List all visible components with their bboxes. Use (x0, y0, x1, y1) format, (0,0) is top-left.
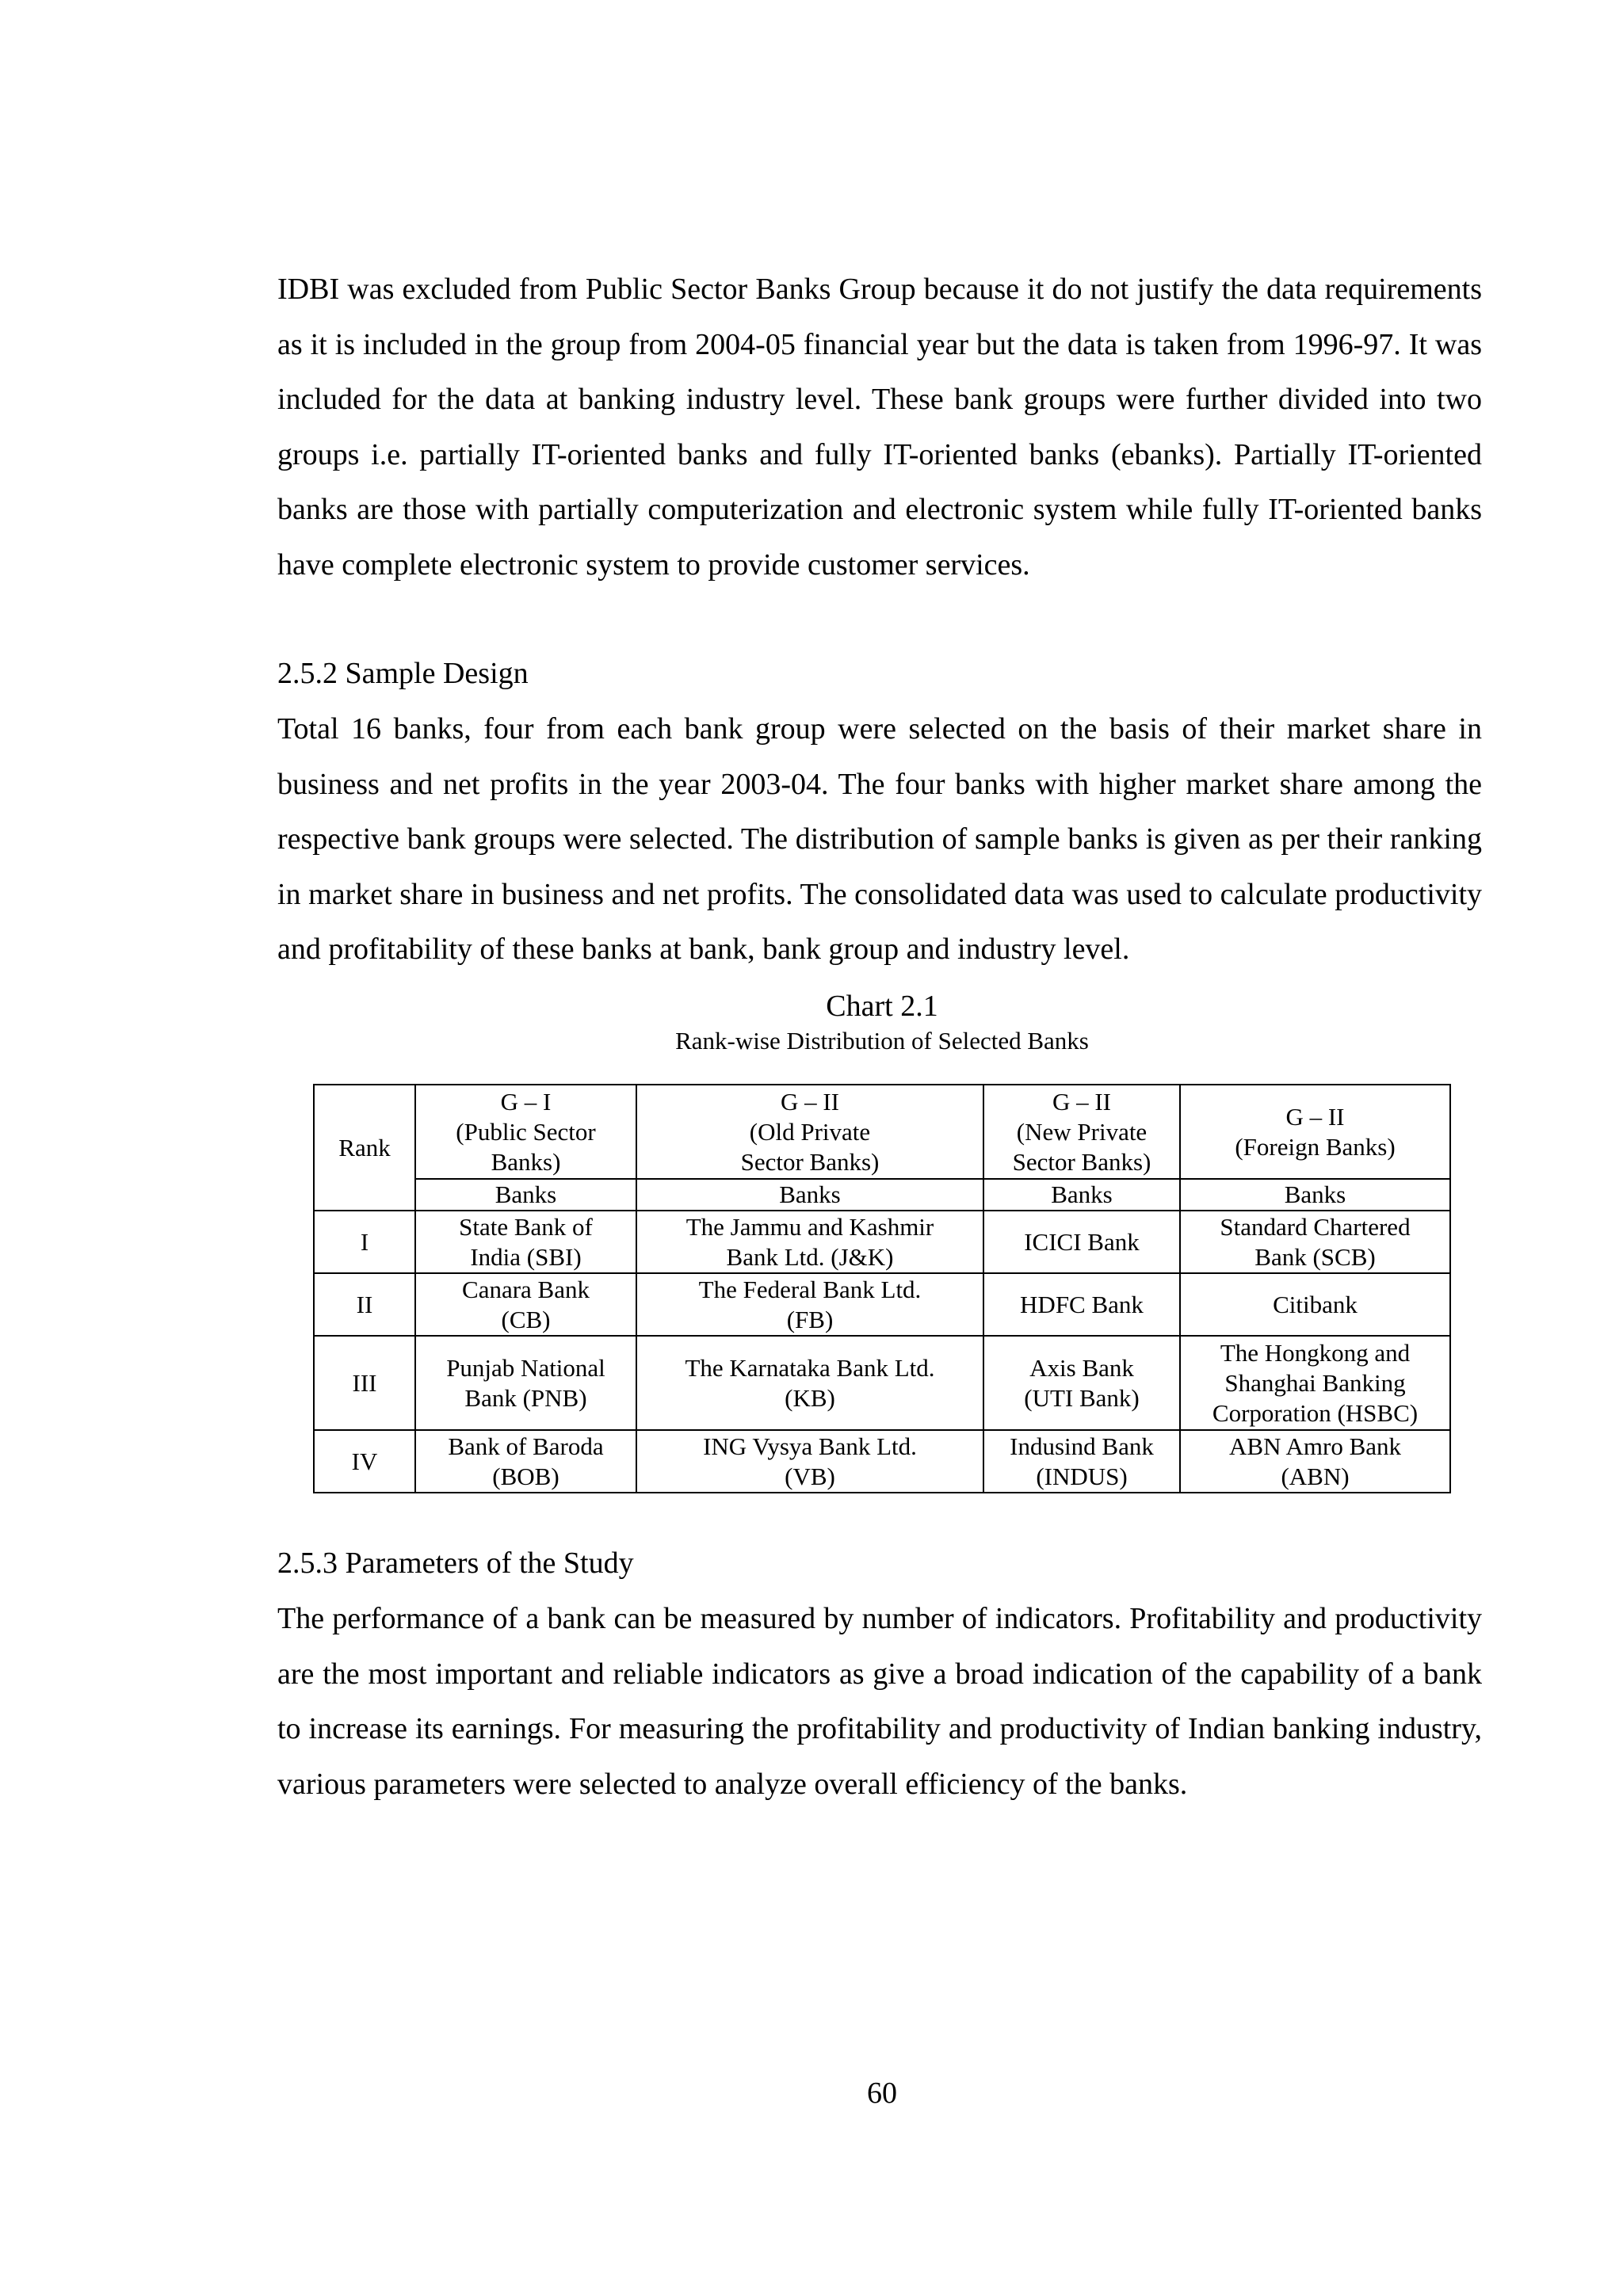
rank-cell: II (314, 1273, 415, 1336)
chart-title: Chart 2.1 (826, 990, 938, 1023)
bank-name-line: India (SBI) (470, 1242, 582, 1271)
table-row (314, 1273, 1450, 1336)
bank-name-line: ING Vysya Bank Ltd. (703, 1432, 917, 1460)
rank-distribution-table (313, 1084, 1451, 1493)
subheader-banks: Banks (983, 1179, 1180, 1211)
bank-name-line: (KB) (785, 1383, 835, 1412)
page-number: 60 (867, 2077, 897, 2110)
rank-cell: IV (314, 1430, 415, 1493)
section-heading-sample-design: 2.5.2 Sample Design (277, 657, 529, 690)
bank-name-line: Citibank (1273, 1290, 1358, 1318)
table-body (314, 1211, 1450, 1493)
bank-name-line: Canara Bank (462, 1275, 590, 1303)
group-header-foreign (1180, 1085, 1450, 1179)
bank-cell (636, 1273, 983, 1336)
bank-name-line: Shanghai Banking (1224, 1368, 1406, 1397)
bank-cell (983, 1211, 1180, 1273)
bank-name-line: Bank Ltd. (J&K) (726, 1242, 894, 1271)
bank-name-line: Bank (SCB) (1254, 1242, 1376, 1271)
bank-name-line: (BOB) (492, 1462, 559, 1490)
bank-cell (983, 1336, 1180, 1430)
bank-name-line: Corporation (HSBC) (1212, 1398, 1419, 1427)
subheader-banks: Banks (636, 1179, 983, 1211)
group-header-new-private (983, 1085, 1180, 1179)
bank-cell (983, 1273, 1180, 1336)
bank-name-line: (ABN) (1281, 1462, 1350, 1490)
bank-cell (415, 1273, 636, 1336)
subheader-banks: Banks (415, 1179, 636, 1211)
rank-cell: I (314, 1211, 415, 1273)
rank-cell: III (314, 1336, 415, 1430)
bank-name-line: Indusind Bank (1010, 1432, 1154, 1460)
bank-cell (415, 1211, 636, 1273)
group-desc-line: Banks) (491, 1147, 561, 1176)
bank-name-line: (CB) (501, 1305, 551, 1333)
group-desc-line: (Old Private (749, 1117, 871, 1146)
paragraph-sample-design: Total 16 banks, four from each bank group were selected on the basis of their market share in business and net profits in the year 2003-04. The four banks with higher market share among the respective bank groups were selected. The distribution of sample banks is given as per their ranking in market share in business and net profits. The consolidated data was used to calculate productivity and profitability of these banks at bank, bank group and industry level. (277, 712, 1482, 966)
bank-cell (415, 1430, 636, 1493)
bank-cell (1180, 1336, 1450, 1430)
group-desc-line: Sector Banks) (740, 1147, 880, 1176)
bank-name-line: Bank of Baroda (448, 1432, 604, 1460)
section-heading-parameters: 2.5.3 Parameters of the Study (277, 1547, 634, 1580)
table-subheader-row (314, 1179, 1450, 1211)
bank-cell (983, 1430, 1180, 1493)
bank-name-line: ICICI Bank (1024, 1227, 1140, 1256)
group-code: G – II (1052, 1087, 1112, 1116)
bank-name-line: The Hongkong and (1220, 1338, 1411, 1367)
group-desc-line: (New Private (1016, 1117, 1148, 1146)
chart-subtitle: Rank-wise Distribution of Selected Banks (675, 1027, 1089, 1055)
bank-name-line: Standard Chartered (1220, 1212, 1411, 1241)
bank-cell (1180, 1273, 1450, 1336)
group-header-old-private (636, 1085, 983, 1179)
bank-cell (636, 1430, 983, 1493)
bank-name-line: Bank (PNB) (464, 1383, 587, 1412)
table-row (314, 1336, 1450, 1430)
table-header-row (314, 1085, 1450, 1179)
bank-name-line: Punjab National (446, 1353, 605, 1382)
group-desc-line: Sector Banks) (1012, 1147, 1151, 1176)
bank-name-line: The Karnataka Bank Ltd. (685, 1353, 935, 1382)
bank-name-line: Axis Bank (1029, 1353, 1134, 1382)
bank-name-line: (UTI Bank) (1024, 1383, 1140, 1412)
bank-cell (636, 1336, 983, 1430)
bank-name-line: (VB) (785, 1462, 835, 1490)
group-code: G – I (500, 1087, 552, 1116)
bank-name-line: The Jammu and Kashmir (685, 1212, 934, 1241)
subheader-banks: Banks (1180, 1179, 1450, 1211)
group-desc-line: (Foreign Banks) (1235, 1132, 1396, 1161)
table-row (314, 1211, 1450, 1273)
bank-cell (415, 1336, 636, 1430)
bank-name-line: (INDUS) (1036, 1462, 1128, 1490)
group-header-public (415, 1085, 636, 1179)
group-code: G – II (780, 1087, 840, 1116)
group-code: G – II (1285, 1102, 1345, 1131)
bank-name-line: The Federal Bank Ltd. (698, 1275, 922, 1303)
bank-name-line: HDFC Bank (1020, 1290, 1144, 1318)
bank-cell (1180, 1211, 1450, 1273)
bank-cell (636, 1211, 983, 1273)
bank-name-line: State Bank of (459, 1212, 593, 1241)
rank-header: Rank (314, 1085, 415, 1211)
group-desc-line: (Public Sector (456, 1117, 596, 1146)
table-row (314, 1430, 1450, 1493)
bank-cell (1180, 1430, 1450, 1493)
bank-name-line: (FB) (786, 1305, 834, 1333)
paragraph-idbi-exclusion: IDBI was excluded from Public Sector Banks Group because it do not justify the data requirements as it is included in the group from 2004-05 financial year but the data is taken from 1996-97. It was included for the data at banking industry level. These bank groups were further divided into two groups i.e. partially IT-oriented banks and fully IT-oriented banks (ebanks). Partially IT-oriented banks are those with partially computerization and electronic system while fully IT-oriented banks have complete electronic system to provide customer services. (277, 273, 1482, 582)
bank-name-line: ABN Amro Bank (1229, 1432, 1401, 1460)
paragraph-parameters: The performance of a bank can be measured by number of indicators. Profitability and productivity are the most important and reliable indicators as give a broad indication of the capability of a bank to increase its earnings. For measuring the profitability and productivity of Indian banking industry, various parameters were selected to analyze overall efficiency of the banks. (277, 1602, 1482, 1801)
